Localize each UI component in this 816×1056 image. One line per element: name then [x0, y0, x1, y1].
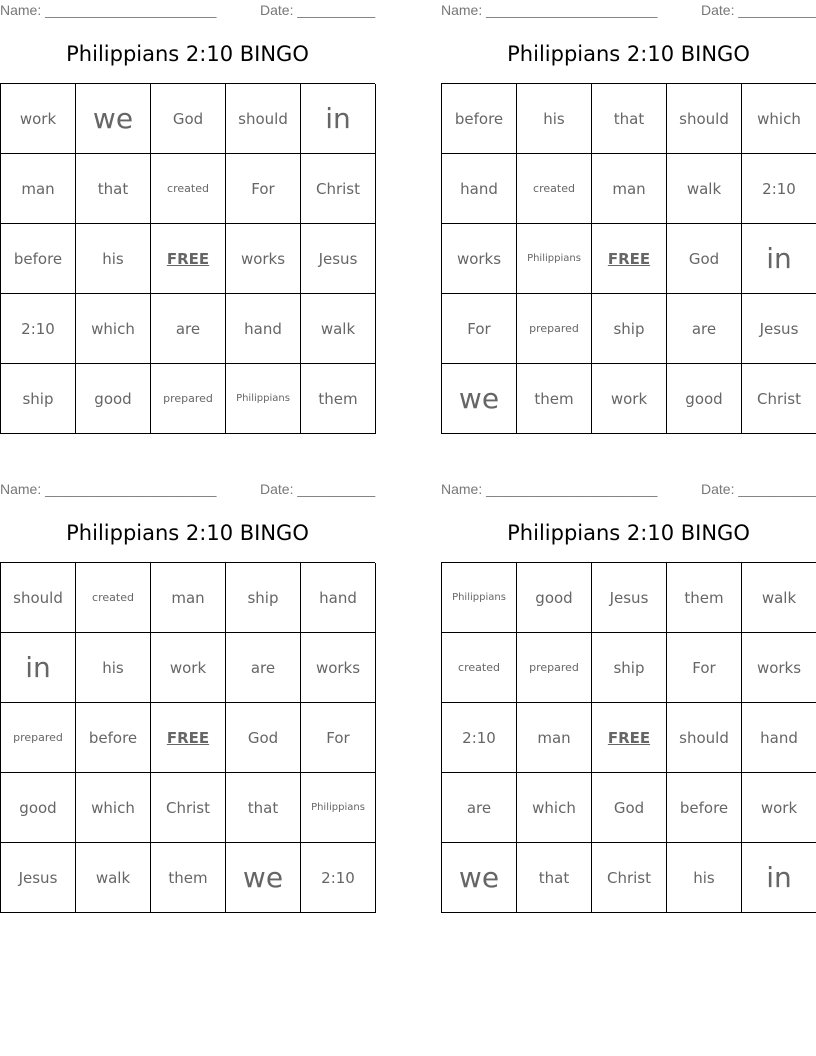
- bingo-cell[interactable]: created: [442, 633, 517, 703]
- bingo-cell[interactable]: we: [76, 84, 151, 154]
- bingo-cell[interactable]: ship: [226, 563, 301, 633]
- bingo-grid: [0, 562, 375, 913]
- bingo-cell[interactable]: For: [667, 633, 742, 703]
- bingo-cell[interactable]: in: [1, 633, 76, 703]
- bingo-cell[interactable]: which: [517, 773, 592, 843]
- bingo-cell[interactable]: should: [667, 84, 742, 154]
- bingo-grid: [0, 83, 375, 434]
- bingo-cell[interactable]: man: [517, 703, 592, 773]
- bingo-cell[interactable]: hand: [742, 703, 816, 773]
- bingo-cell[interactable]: before: [1, 224, 76, 294]
- bingo-cell[interactable]: created: [151, 154, 226, 224]
- card-header: [441, 2, 816, 20]
- bingo-cell[interactable]: prepared: [517, 294, 592, 364]
- bingo-grid: [441, 562, 816, 913]
- bingo-cell[interactable]: should: [226, 84, 301, 154]
- bingo-card-2: [441, 0, 816, 440]
- bingo-cell[interactable]: should: [1, 563, 76, 633]
- bingo-card-1: [0, 0, 375, 440]
- date-field[interactable]: Date: __________: [260, 2, 376, 18]
- bingo-cell[interactable]: good: [1, 773, 76, 843]
- date-field[interactable]: Date: __________: [701, 481, 816, 497]
- name-field[interactable]: Name: ______________________: [0, 2, 217, 18]
- bingo-cell[interactable]: work: [592, 364, 667, 434]
- name-field[interactable]: Name: ______________________: [441, 2, 658, 18]
- bingo-cell[interactable]: Philippians: [226, 364, 301, 434]
- bingo-cell[interactable]: work: [742, 773, 816, 843]
- bingo-cell[interactable]: prepared: [517, 633, 592, 703]
- card-header: [0, 2, 375, 20]
- bingo-cell[interactable]: 2:10: [442, 703, 517, 773]
- bingo-cell[interactable]: hand: [442, 154, 517, 224]
- bingo-cell[interactable]: man: [151, 563, 226, 633]
- bingo-cell[interactable]: Christ: [592, 843, 667, 913]
- bingo-cell[interactable]: walk: [742, 563, 816, 633]
- bingo-cell[interactable]: man: [592, 154, 667, 224]
- bingo-cell[interactable]: God: [226, 703, 301, 773]
- bingo-cell[interactable]: For: [442, 294, 517, 364]
- bingo-cell[interactable]: them: [301, 364, 376, 434]
- bingo-cell[interactable]: Christ: [151, 773, 226, 843]
- bingo-cell[interactable]: Philippians: [301, 773, 376, 843]
- bingo-cell[interactable]: Jesus: [742, 294, 816, 364]
- bingo-cell[interactable]: Christ: [742, 364, 816, 434]
- bingo-cell[interactable]: God: [151, 84, 226, 154]
- free-space[interactable]: FREE: [592, 224, 667, 294]
- bingo-cell[interactable]: God: [592, 773, 667, 843]
- bingo-cell[interactable]: walk: [76, 843, 151, 913]
- bingo-cell[interactable]: we: [442, 843, 517, 913]
- date-field[interactable]: Date: __________: [701, 2, 816, 18]
- bingo-cell[interactable]: that: [226, 773, 301, 843]
- bingo-cell[interactable]: works: [226, 224, 301, 294]
- bingo-cell[interactable]: work: [151, 633, 226, 703]
- bingo-cell[interactable]: are: [151, 294, 226, 364]
- bingo-cell[interactable]: them: [667, 563, 742, 633]
- bingo-cell[interactable]: in: [742, 843, 816, 913]
- bingo-cell[interactable]: works: [301, 633, 376, 703]
- bingo-cell[interactable]: are: [667, 294, 742, 364]
- bingo-cell[interactable]: works: [742, 633, 816, 703]
- bingo-cell[interactable]: created: [76, 563, 151, 633]
- bingo-cell[interactable]: ship: [592, 633, 667, 703]
- bingo-cell[interactable]: 2:10: [301, 843, 376, 913]
- bingo-cell[interactable]: we: [442, 364, 517, 434]
- bingo-cell[interactable]: Philippians: [442, 563, 517, 633]
- bingo-cell[interactable]: in: [742, 224, 816, 294]
- bingo-cell[interactable]: Philippians: [517, 224, 592, 294]
- bingo-cell[interactable]: God: [667, 224, 742, 294]
- bingo-cell[interactable]: For: [301, 703, 376, 773]
- card-header: [441, 481, 816, 499]
- card-title: Philippians 2:10 BINGO: [66, 42, 309, 66]
- card-title: Philippians 2:10 BINGO: [507, 521, 750, 545]
- bingo-cell[interactable]: prepared: [1, 703, 76, 773]
- bingo-cell[interactable]: man: [1, 154, 76, 224]
- bingo-cell[interactable]: good: [667, 364, 742, 434]
- bingo-cell[interactable]: which: [76, 773, 151, 843]
- card-header: [0, 481, 375, 499]
- bingo-cell[interactable]: For: [226, 154, 301, 224]
- bingo-cell[interactable]: ship: [1, 364, 76, 434]
- name-field[interactable]: Name: ______________________: [441, 481, 658, 497]
- bingo-cell[interactable]: walk: [667, 154, 742, 224]
- bingo-cell[interactable]: which: [76, 294, 151, 364]
- bingo-cell[interactable]: that: [517, 843, 592, 913]
- bingo-cell[interactable]: which: [742, 84, 816, 154]
- bingo-cell[interactable]: hand: [226, 294, 301, 364]
- free-space[interactable]: FREE: [151, 224, 226, 294]
- bingo-cell[interactable]: created: [517, 154, 592, 224]
- bingo-cell[interactable]: that: [76, 154, 151, 224]
- bingo-cell[interactable]: walk: [301, 294, 376, 364]
- bingo-cell[interactable]: Christ: [301, 154, 376, 224]
- bingo-cell[interactable]: should: [667, 703, 742, 773]
- bingo-grid: [441, 83, 816, 434]
- bingo-cell[interactable]: his: [76, 224, 151, 294]
- bingo-card-4: [441, 479, 816, 919]
- bingo-cell[interactable]: hand: [301, 563, 376, 633]
- bingo-cell[interactable]: we: [226, 843, 301, 913]
- card-title: Philippians 2:10 BINGO: [66, 521, 309, 545]
- bingo-cell[interactable]: 2:10: [742, 154, 816, 224]
- bingo-card-3: [0, 479, 375, 919]
- bingo-cell[interactable]: Jesus: [1, 843, 76, 913]
- date-field[interactable]: Date: __________: [260, 481, 376, 497]
- bingo-cell[interactable]: are: [442, 773, 517, 843]
- bingo-cell[interactable]: them: [517, 364, 592, 434]
- bingo-cell[interactable]: his: [76, 633, 151, 703]
- free-space[interactable]: FREE: [151, 703, 226, 773]
- bingo-cell[interactable]: in: [301, 84, 376, 154]
- bingo-cell[interactable]: 2:10: [1, 294, 76, 364]
- bingo-cell[interactable]: works: [442, 224, 517, 294]
- bingo-cell[interactable]: are: [226, 633, 301, 703]
- bingo-cell[interactable]: Jesus: [301, 224, 376, 294]
- bingo-cell[interactable]: good: [517, 563, 592, 633]
- free-space[interactable]: FREE: [592, 703, 667, 773]
- bingo-cell[interactable]: before: [667, 773, 742, 843]
- bingo-cell[interactable]: Jesus: [592, 563, 667, 633]
- bingo-cell[interactable]: them: [151, 843, 226, 913]
- bingo-cell[interactable]: before: [442, 84, 517, 154]
- bingo-cell[interactable]: work: [1, 84, 76, 154]
- bingo-cell[interactable]: his: [667, 843, 742, 913]
- bingo-cell[interactable]: before: [76, 703, 151, 773]
- bingo-cell[interactable]: prepared: [151, 364, 226, 434]
- bingo-cell[interactable]: ship: [592, 294, 667, 364]
- card-title: Philippians 2:10 BINGO: [507, 42, 750, 66]
- bingo-cell[interactable]: his: [517, 84, 592, 154]
- bingo-cell[interactable]: good: [76, 364, 151, 434]
- bingo-cell[interactable]: that: [592, 84, 667, 154]
- name-field[interactable]: Name: ______________________: [0, 481, 217, 497]
